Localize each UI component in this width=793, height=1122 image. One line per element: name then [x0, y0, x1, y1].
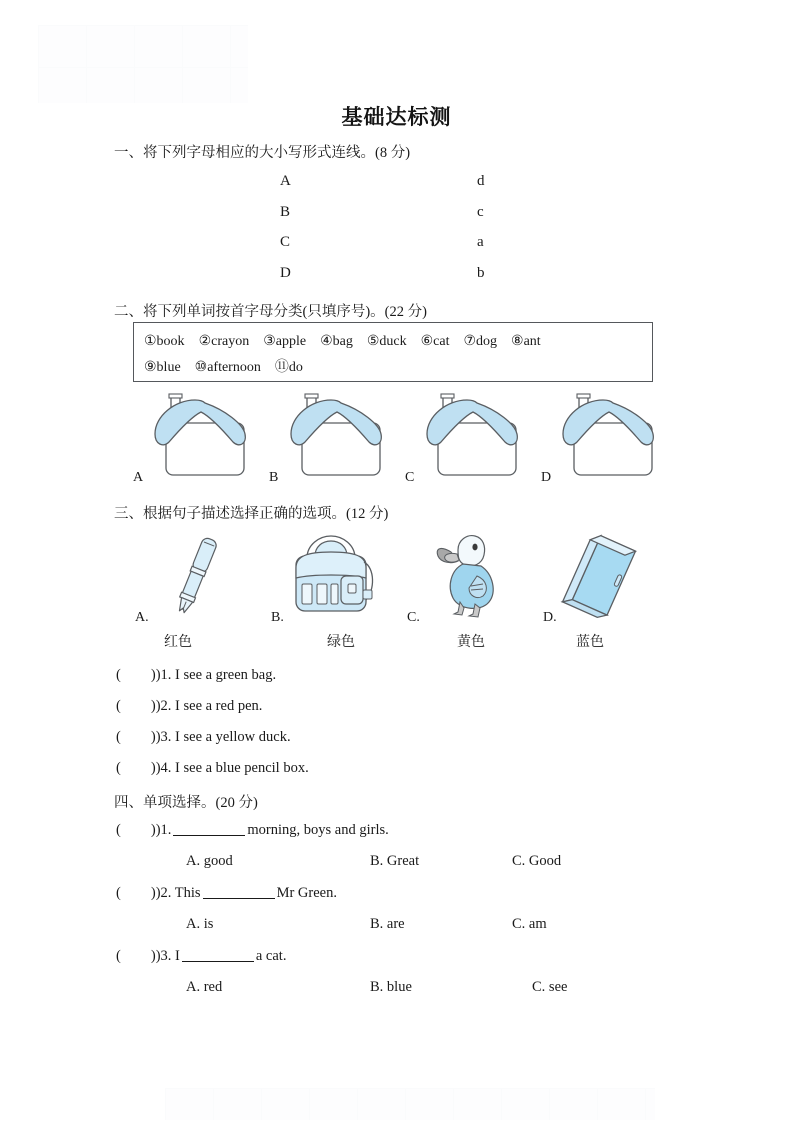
- letter-match-group: [0, 173, 793, 295]
- option-a[interactable]: A. good: [186, 853, 233, 869]
- word-bank-item[interactable]: ⑩afternoon: [194, 360, 261, 375]
- option-b[interactable]: B. are: [370, 916, 405, 932]
- pencil-box-icon: [541, 528, 671, 623]
- page-title: 基础达标测: [341, 105, 452, 129]
- picture-option-d[interactable]: [541, 528, 671, 623]
- uppercase-letter[interactable]: C: [280, 234, 291, 250]
- section-3-question-3: [116, 729, 291, 746]
- house-label: D: [541, 470, 552, 485]
- option-c[interactable]: C. Good: [512, 853, 562, 869]
- match-row: [0, 204, 793, 235]
- word-bank-item[interactable]: ①book: [144, 334, 185, 349]
- house-icon: [405, 386, 538, 486]
- uppercase-letter[interactable]: D: [280, 264, 291, 281]
- house-label: C: [405, 470, 415, 485]
- lowercase-letter[interactable]: a: [477, 234, 484, 250]
- picture-option-c[interactable]: [405, 528, 535, 623]
- color-label-row: [0, 631, 793, 653]
- color-label-yellow: 黄色: [457, 634, 485, 650]
- picture-letter: B.: [271, 610, 284, 625]
- word-bank-item[interactable]: ⑧ant: [511, 334, 541, 349]
- answer-bracket[interactable]: ( ): [116, 667, 156, 683]
- house-icon: [541, 386, 674, 486]
- picture-option-a[interactable]: [133, 528, 263, 623]
- option-b[interactable]: B. blue: [370, 979, 412, 995]
- color-label-blue: 蓝色: [576, 634, 604, 650]
- backpack-icon: [269, 528, 399, 623]
- question-number: )2.: [155, 885, 172, 901]
- section-3-heading: 三、根据句子描述选择正确的选项。(12 分): [114, 506, 389, 522]
- word-bank-item[interactable]: ⑤duck: [366, 334, 407, 349]
- house-box-b[interactable]: [269, 386, 402, 486]
- match-row: [0, 173, 793, 204]
- question-text-before: I: [175, 948, 180, 964]
- answer-bracket[interactable]: ( ): [116, 822, 156, 838]
- duck-icon: [405, 528, 535, 623]
- question-number: )1.: [155, 667, 172, 683]
- picture-letter: C.: [407, 610, 420, 625]
- question-text: I see a yellow duck.: [175, 729, 291, 745]
- house-icon: [133, 386, 266, 486]
- fill-in-blank[interactable]: [182, 947, 254, 962]
- lowercase-letter[interactable]: c: [477, 203, 484, 220]
- question-number: )3.: [155, 948, 172, 964]
- watermark-grid-top: [38, 25, 248, 103]
- section-2-heading: 二、将下列单词按首字母分类(只填序号)。(22 分): [114, 304, 427, 320]
- word-bank-item[interactable]: ⑪do: [274, 360, 303, 375]
- fountain-pen-icon: [133, 528, 263, 623]
- picture-option-b[interactable]: [269, 528, 399, 623]
- question-text: I see a green bag.: [175, 667, 277, 683]
- section-4-question-3: [116, 947, 286, 965]
- word-bank-line-1: [144, 329, 642, 355]
- word-bank-item[interactable]: ②crayon: [198, 334, 250, 349]
- color-label-red: 红色: [164, 634, 192, 650]
- question-number: )1.: [155, 822, 172, 838]
- watermark-grid-bottom: [165, 1088, 655, 1120]
- section-4-question-2: [116, 884, 337, 902]
- word-bank-item[interactable]: ③apple: [263, 334, 307, 349]
- house-icon: [269, 386, 402, 486]
- question-text: I see a red pen.: [175, 698, 263, 714]
- fill-in-blank[interactable]: [203, 884, 275, 899]
- answer-bracket[interactable]: ( ): [116, 698, 156, 714]
- lowercase-letter[interactable]: d: [477, 173, 485, 189]
- picture-options-group: [133, 528, 693, 623]
- answer-bracket[interactable]: ( ): [116, 948, 156, 964]
- word-bank-item[interactable]: ⑦dog: [463, 334, 498, 349]
- uppercase-letter[interactable]: A: [280, 173, 291, 189]
- house-label: A: [133, 470, 144, 485]
- question-number: )3.: [155, 729, 172, 745]
- house-box-a[interactable]: [133, 386, 266, 486]
- section-4-heading: 四、单项选择。(20 分): [114, 795, 258, 811]
- word-bank-item[interactable]: ⑨blue: [144, 360, 181, 375]
- answer-bracket[interactable]: ( ): [116, 885, 156, 901]
- color-label-green: 绿色: [327, 634, 355, 650]
- section-3-question-4: [116, 760, 309, 777]
- question-text-before: This: [174, 885, 201, 901]
- match-row: [0, 265, 793, 296]
- option-c[interactable]: C. see: [532, 979, 568, 995]
- word-bank-item[interactable]: ④bag: [320, 334, 353, 349]
- option-a[interactable]: A. is: [186, 916, 214, 932]
- question-number: )2.: [155, 698, 172, 714]
- section-1-heading: 一、将下列字母相应的大小写形式连线。(8 分): [114, 145, 411, 161]
- question-text: I see a blue pencil box.: [175, 760, 309, 776]
- house-label: B: [269, 470, 279, 485]
- house-answer-boxes: [133, 386, 693, 486]
- question-text-after: a cat.: [255, 948, 287, 964]
- option-c[interactable]: C. am: [512, 916, 547, 932]
- option-b[interactable]: B. Great: [370, 853, 420, 869]
- word-bank-line-2: [144, 355, 642, 381]
- section-4-question-1: [116, 821, 389, 839]
- picture-letter: D.: [543, 610, 557, 625]
- answer-bracket[interactable]: ( ): [116, 760, 156, 776]
- word-bank-item[interactable]: ⑥cat: [420, 334, 450, 349]
- section-3-question-2: [116, 698, 262, 715]
- house-box-c[interactable]: [405, 386, 538, 486]
- word-bank-box: [133, 322, 653, 382]
- fill-in-blank[interactable]: [173, 821, 245, 836]
- section-3-question-1: [116, 667, 276, 684]
- answer-bracket[interactable]: ( ): [116, 729, 156, 745]
- question-text-after: morning, boys and girls.: [247, 822, 389, 838]
- uppercase-letter[interactable]: B: [280, 203, 291, 220]
- question-number: )4.: [155, 760, 172, 776]
- option-a[interactable]: A. red: [186, 979, 223, 995]
- house-box-d[interactable]: [541, 386, 674, 486]
- question-text-after: Mr Green.: [276, 885, 337, 901]
- lowercase-letter[interactable]: b: [477, 264, 485, 281]
- picture-letter: A.: [135, 610, 149, 625]
- match-row: [0, 234, 793, 265]
